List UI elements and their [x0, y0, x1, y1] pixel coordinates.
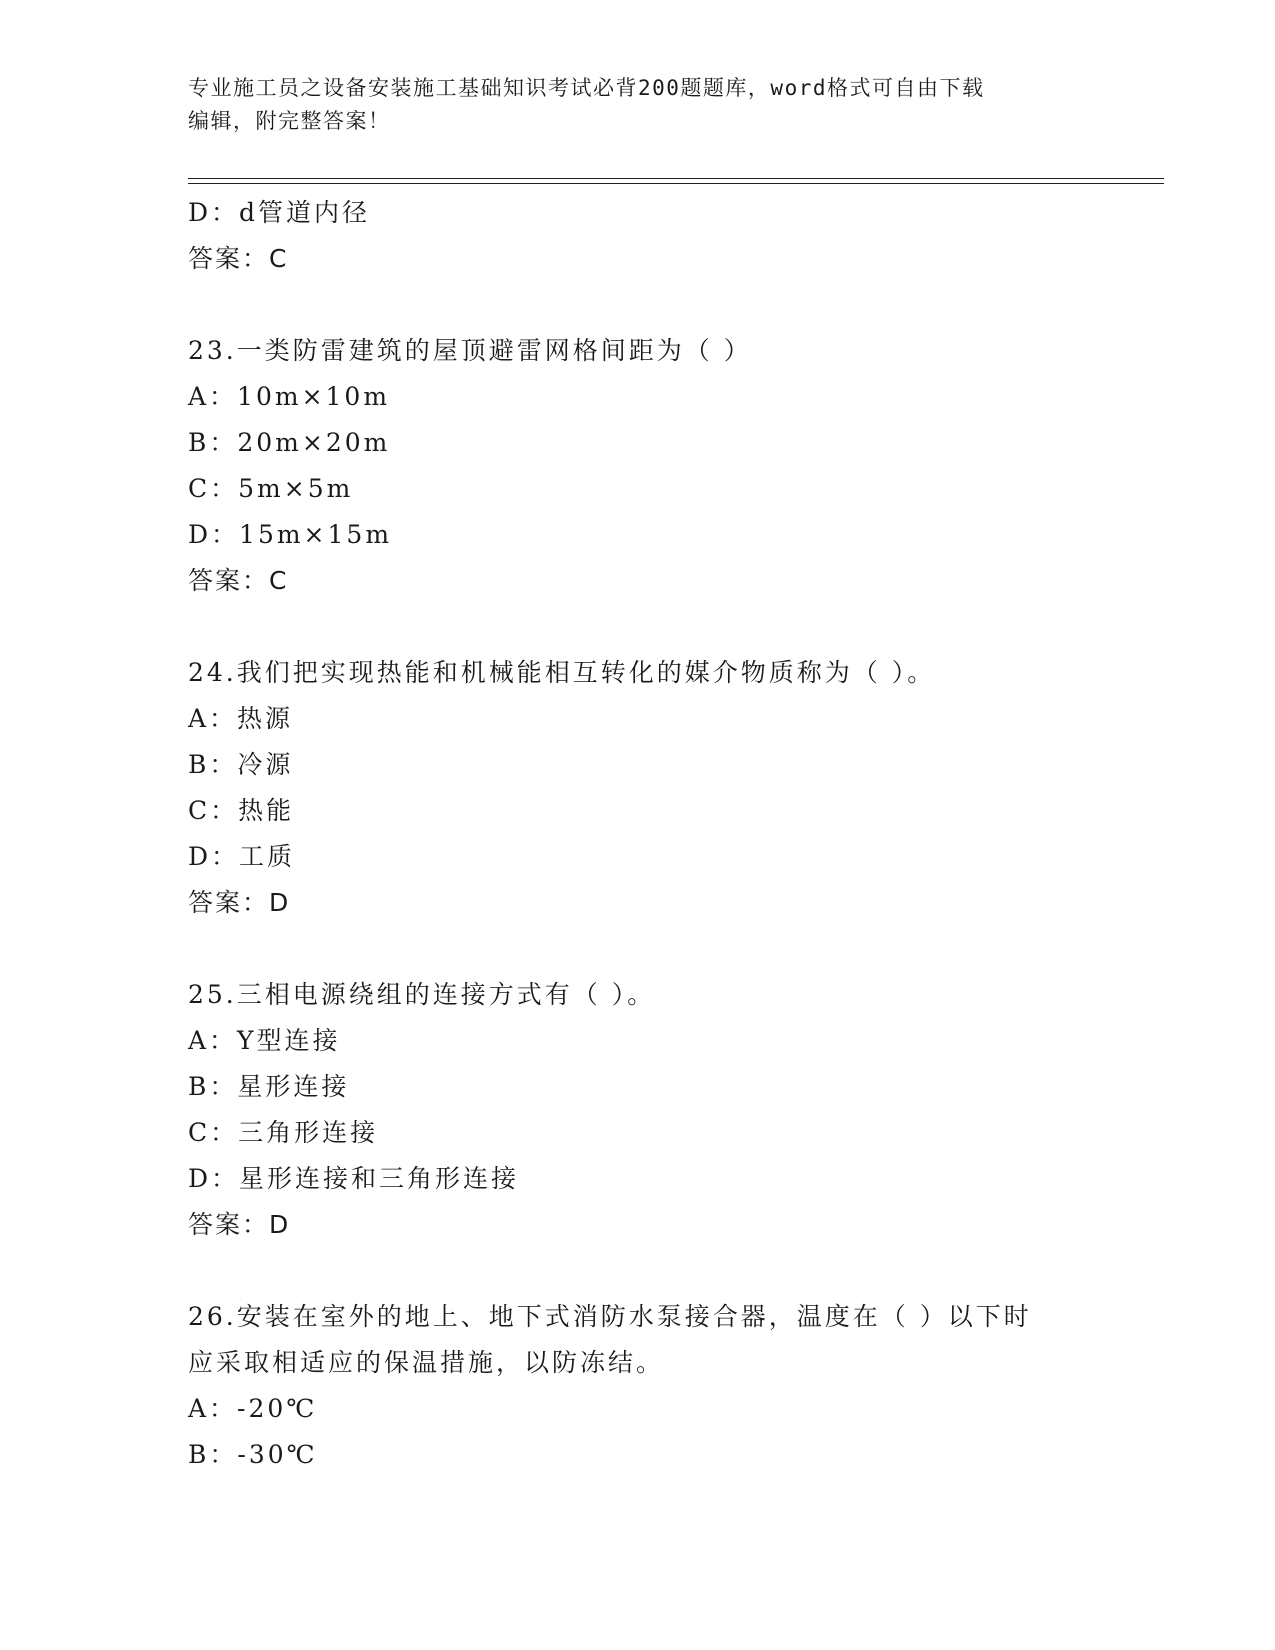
question-text: 23.一类防雷建筑的屋顶避雷网格间距为（ ） [188, 336, 752, 365]
header-line-1: 专业施工员之设备安装施工基础知识考试必背200题题库，word格式可自由下载 [188, 76, 985, 100]
option-a: A：热源 [188, 704, 294, 733]
answer: 答案：D [188, 1210, 291, 1239]
question-25 [188, 972, 1088, 1248]
option-a: A：-20℃ [188, 1394, 318, 1423]
option-c: C：三角形连接 [188, 1118, 379, 1147]
question-list [188, 190, 1088, 1478]
question-24 [188, 650, 1088, 926]
prev-answer: 答案：C [188, 244, 289, 273]
spacer [188, 604, 1088, 650]
option-c: C：5m×5m [188, 474, 354, 503]
question-text-line-1: 26.安装在室外的地上、地下式消防水泵接合器，温度在（ ）以下时 [188, 1302, 1032, 1331]
header-divider-bottom [188, 183, 1164, 184]
option-b: B：冷源 [188, 750, 294, 779]
prev-option-d: D：d管道内径 [188, 198, 371, 227]
question-text-line-2: 应采取相适应的保温措施，以防冻结。 [188, 1348, 665, 1377]
option-b: B：-30℃ [188, 1440, 318, 1469]
spacer [188, 1248, 1088, 1294]
header-divider-top [188, 178, 1164, 179]
option-a: A：10m×10m [188, 382, 391, 411]
option-b: B：星形连接 [188, 1072, 350, 1101]
spacer [188, 926, 1088, 972]
option-d: D：星形连接和三角形连接 [188, 1164, 520, 1193]
option-a: A：Y型连接 [188, 1026, 341, 1055]
option-b: B：20m×20m [188, 428, 391, 457]
answer: 答案：C [188, 566, 289, 595]
question-text: 24.我们把实现热能和机械能相互转化的媒介物质称为（ ）。 [188, 658, 936, 687]
question-23 [188, 328, 1088, 604]
question-text: 25.三相电源绕组的连接方式有（ ）。 [188, 980, 656, 1009]
question-26 [188, 1294, 1088, 1478]
answer: 答案：D [188, 888, 291, 917]
option-d: D：15m×15m [188, 520, 393, 549]
option-c: C：热能 [188, 796, 295, 825]
spacer [188, 282, 1088, 328]
header-line-2: 编辑，附完整答案！ [188, 109, 391, 133]
option-d: D：工质 [188, 842, 296, 871]
document-header [188, 72, 1088, 138]
